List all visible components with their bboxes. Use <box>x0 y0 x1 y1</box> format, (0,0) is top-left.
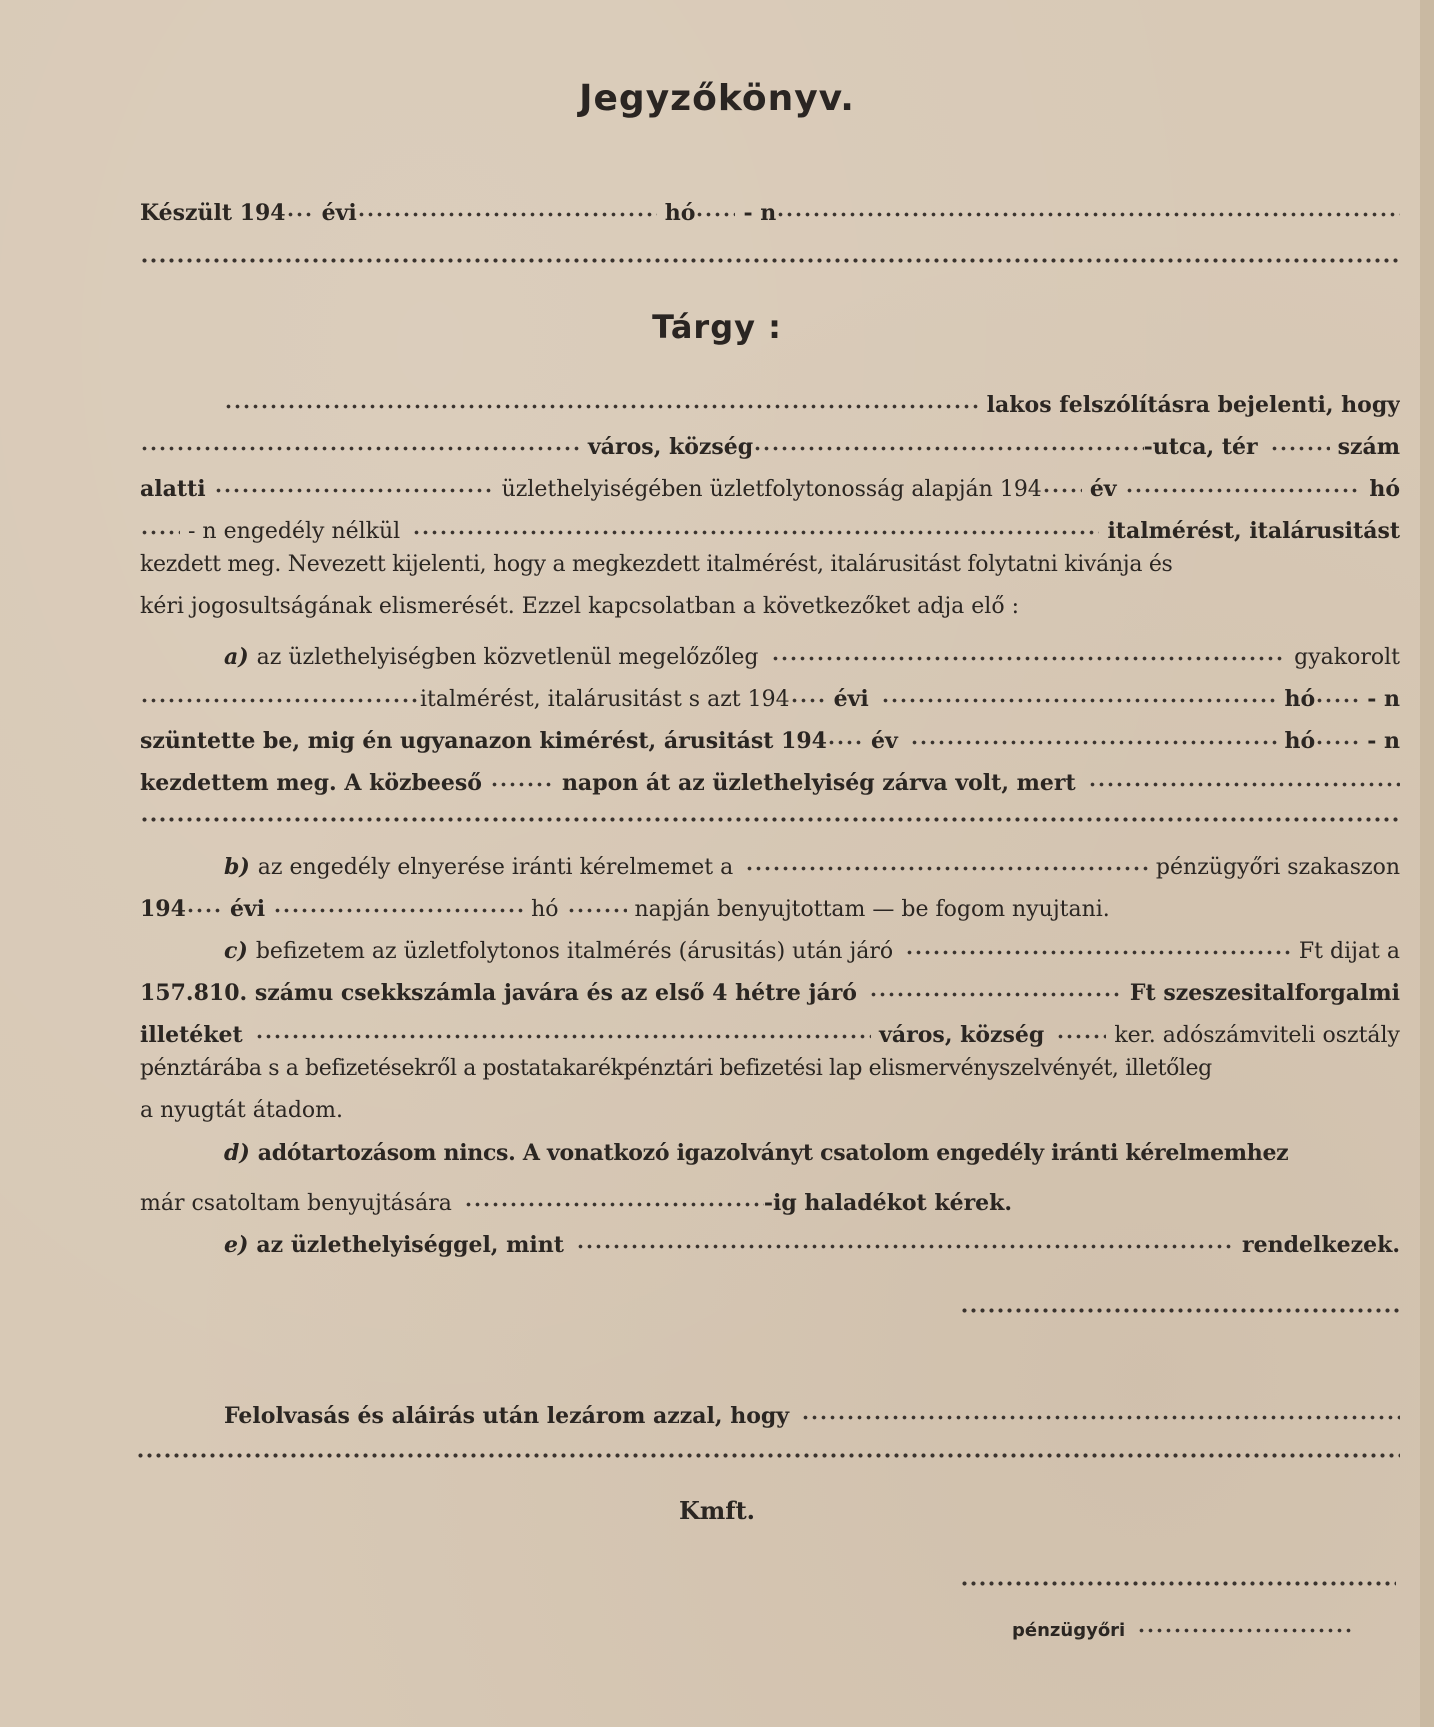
item-a-line-1: a) az üzlethelyiségben közvetlenül megelőzőleg gyakorolt <box>224 634 1400 673</box>
body-line-4: - n engedély nélkül italmérést, italárusitást <box>140 508 1400 547</box>
body-line-5: kezdett meg. Nevezett kijelenti, hogy a megkezdett italmérést, italárusitást folytatni kivánja és <box>140 552 1173 577</box>
item-c-line-3: illetéket város, község ker. adószámviteli osztály <box>140 1012 1400 1051</box>
item-e-dotted-line <box>960 1303 1400 1317</box>
header-dotted-line <box>140 253 1400 267</box>
item-b-line-1: b) az engedély elnyerése iránti kérelmemet a pénzügyőri szakaszon <box>224 844 1400 883</box>
keszult-label: Készült 194 <box>140 200 286 226</box>
closing-line: Felolvasás és aláirás után lezárom azzal, hogy <box>224 1393 1400 1431</box>
item-b-line-2: 194 évi hó napján benyujtottam — be fogom nyujtani. <box>140 886 1400 925</box>
body-line-3: alatti üzlethelyiségében üzletfolytonosság alapján 194 év hó <box>140 466 1400 505</box>
item-e-line-1: e) az üzlethelyiséggel, mint rendelkezek. <box>224 1222 1400 1260</box>
closing-dotted-line <box>136 1448 1400 1462</box>
page-edge <box>1420 0 1434 1727</box>
body-line-1: lakos felszólításra bejelenti, hogy <box>140 382 1400 420</box>
n-label: - n <box>743 200 777 226</box>
item-a-line-2: italmérést, italárusitást s azt 194 évi hó - n <box>140 676 1400 715</box>
item-c-line-2: 157.810. számu csekkszámla javára és az első 4 hétre járó Ft szeszesitalforgalmi <box>140 970 1400 1008</box>
item-a-line-3: szüntette be, mig én ugyanazon kimérést, árusitást 194 év hó - n <box>140 718 1400 756</box>
ho-label: hó <box>664 200 696 226</box>
body-line-6: kéri jogosultságának elismerését. Ezzel kapcsolatban a következőket adja elő : <box>140 594 1019 619</box>
header-line <box>140 190 1400 229</box>
item-c-line-5: a nyugtát átadom. <box>140 1098 344 1123</box>
item-c-line-4: pénztárába s a befizetésekről a postatakarékpénztári befizetési lap elismervényszelvényét, illetőleg <box>140 1056 1212 1081</box>
item-a-line-4: kezdettem meg. A közbeeső napon át az üzlethelyiség zárva volt, mert <box>140 760 1400 798</box>
penzugyori-line: pénzügyőri <box>1012 1606 1352 1646</box>
item-c-line-1: c) befizetem az üzletfolytonos italmérés (árusitás) után járó Ft dijat a <box>224 928 1400 967</box>
document-title: Jegyzőkönyv. <box>579 78 855 119</box>
subject-title: Tárgy : <box>652 308 782 346</box>
item-a-dotted-line <box>140 812 1400 826</box>
body-line-2: város, község -utca, tér szám <box>140 424 1400 462</box>
kmft-text: Kmft. <box>678 1496 756 1525</box>
evi-label: évi <box>321 200 357 226</box>
signature-dotted-line <box>960 1576 1396 1590</box>
item-d-line-1: d) adótartozásom nincs. A vonatkozó igazolványt csatolom engedély iránti kérelmemhez <box>224 1140 1289 1166</box>
item-d-line-2: már csatoltam benyujtására -ig haladékot kérek. <box>140 1180 1400 1219</box>
